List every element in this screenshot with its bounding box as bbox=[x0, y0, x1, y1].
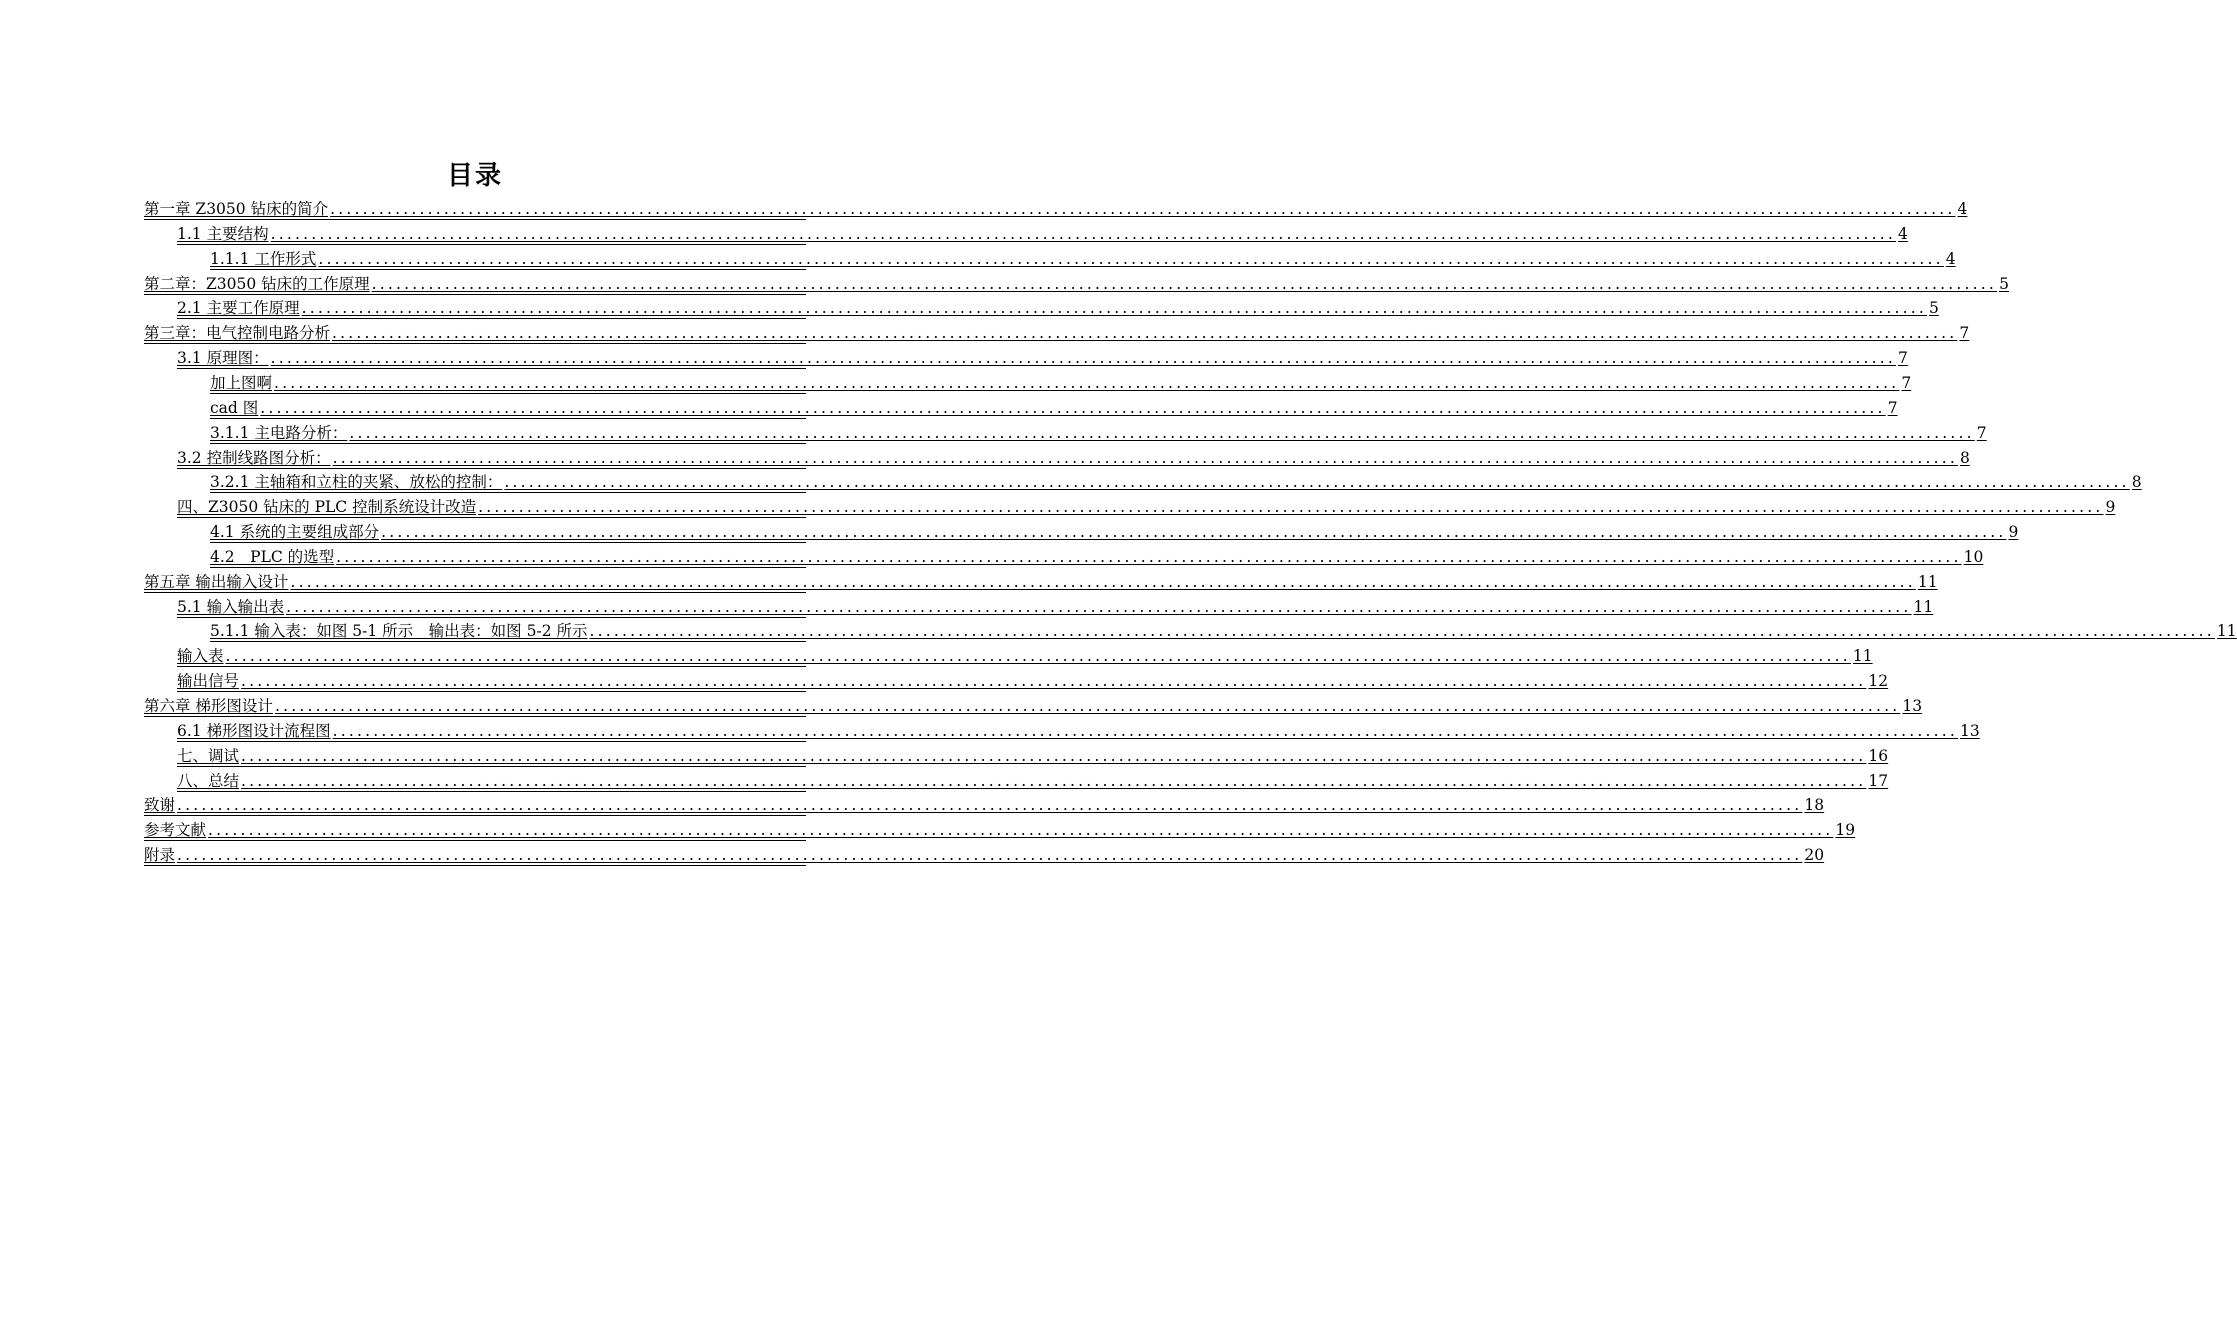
toc-entry[interactable] bbox=[210, 545, 1984, 568]
toc-leader-dots: ........................................................................................................................................................................................................ bbox=[241, 672, 1867, 691]
toc-entry-page: 12 bbox=[1868, 672, 1889, 691]
toc-entry-page: 10 bbox=[1963, 547, 1984, 566]
toc-entry-page: 7 bbox=[1897, 349, 1908, 368]
toc-leader-dots: ........................................................................................................................................................................................................ bbox=[332, 448, 1958, 467]
toc-entry-text: 2.1 主要工作原理 bbox=[177, 299, 300, 318]
toc-entry-text: 1.1 主要结构 bbox=[177, 224, 269, 243]
toc-entry-page: 7 bbox=[1959, 324, 1970, 343]
toc-entry-text: cad 图 bbox=[210, 398, 259, 417]
toc-entry-page: 11 bbox=[1852, 647, 1873, 666]
toc-entry[interactable] bbox=[144, 197, 1968, 220]
toc-entry-page: 13 bbox=[1959, 721, 1980, 740]
toc-entry-page: 7 bbox=[1901, 373, 1912, 392]
toc-entry-text: 第一章 Z3050 钻床的简介 bbox=[144, 200, 329, 218]
toc-entry-page: 8 bbox=[1959, 448, 1970, 467]
toc-entry[interactable] bbox=[177, 222, 1908, 245]
toc-leader-dots: ........................................................................................................................................................................................................ bbox=[270, 349, 1896, 368]
toc-entry[interactable] bbox=[144, 570, 1938, 593]
toc-entry[interactable] bbox=[177, 769, 1889, 792]
toc-entry[interactable] bbox=[144, 818, 1856, 841]
toc-entry[interactable] bbox=[210, 421, 1987, 444]
toc-leader-dots: ........................................................................................................................................................................................................ bbox=[504, 473, 2130, 492]
toc-entry-text: 第二章：Z3050 钻床的工作原理 bbox=[144, 274, 370, 293]
toc-leader-dots: ........................................................................................................................................................................................................ bbox=[274, 373, 1900, 392]
toc-entry-text: 4.2 PLC 的选型 bbox=[210, 547, 335, 566]
toc-entry-text: 3.2.1 主轴箱和立柱的夹紧、放松的控制： bbox=[210, 473, 503, 492]
toc-entry[interactable] bbox=[210, 470, 2142, 493]
toc-entry-text: 八、总结 bbox=[177, 771, 240, 790]
toc-entry[interactable] bbox=[210, 247, 1956, 270]
toc-leader-dots: ........................................................................................................................................................................................................ bbox=[260, 398, 1886, 417]
toc-entry[interactable] bbox=[177, 669, 1889, 692]
toc-entry-text: 输出信号 bbox=[177, 672, 240, 691]
toc-leader-dots: ........................................................................................................................................................................................................ bbox=[478, 498, 2104, 517]
toc-entry-text: 致谢 bbox=[144, 796, 176, 815]
toc-entry-page: 5 bbox=[1928, 299, 1939, 318]
toc-entry-text: 6.1 梯形图设计流程图 bbox=[177, 721, 331, 740]
toc-entry-text: 5.1 输入输出表 bbox=[177, 597, 285, 616]
toc-entry[interactable] bbox=[144, 843, 1825, 866]
toc-entry[interactable] bbox=[210, 520, 2019, 543]
toc-entry[interactable] bbox=[144, 321, 1970, 344]
toc-entry-page: 8 bbox=[2131, 473, 2142, 492]
toc-leader-dots: ........................................................................................................................................................................................................ bbox=[349, 423, 1975, 442]
toc-leader-dots: ........................................................................................................................................................................................................ bbox=[274, 697, 1901, 715]
toc-leader-dots: ........................................................................................................................................................................................................ bbox=[177, 796, 1803, 815]
toc-entry[interactable] bbox=[177, 644, 1873, 667]
toc-entry[interactable] bbox=[177, 446, 1970, 469]
toc-entry[interactable] bbox=[177, 595, 1934, 618]
toc-leader-dots: ........................................................................................................................................................................................................ bbox=[301, 299, 1927, 318]
toc-leader-dots: ........................................................................................................................................................................................................ bbox=[330, 200, 1956, 218]
toc-entry-page: 16 bbox=[1868, 746, 1889, 765]
toc-entry-page: 20 bbox=[1804, 846, 1825, 865]
toc-entry-page: 13 bbox=[1902, 697, 1923, 715]
toc-leader-dots: ........................................................................................................................................................................................................ bbox=[336, 547, 1962, 566]
toc-leader-dots: ........................................................................................................................................................................................................ bbox=[332, 324, 1958, 343]
toc-leader-dots: ........................................................................................................................................................................................................ bbox=[318, 249, 1944, 268]
toc-entry-text: 3.1.1 主电路分析： bbox=[210, 423, 348, 442]
toc-entry-page: 11 bbox=[1917, 572, 1938, 591]
toc-entry-page: 4 bbox=[1897, 224, 1908, 243]
toc-entry-text: 1.1.1 工作形式 bbox=[210, 249, 317, 268]
toc-entry-page: 4 bbox=[1945, 249, 1956, 268]
toc-entry-page: 5 bbox=[1999, 274, 2009, 293]
toc-entry-page: 11 bbox=[1913, 597, 1934, 616]
toc-entry-page: 17 bbox=[1868, 771, 1889, 790]
toc-entry-text: 参考文献 bbox=[144, 821, 207, 840]
toc-entry-text: 第五章 输出输入设计 bbox=[144, 572, 289, 591]
toc-leader-dots: ........................................................................................................................................................................................................ bbox=[589, 622, 2215, 641]
toc-entry-text: 四、Z3050 钻床的 PLC 控制系统设计改造 bbox=[177, 498, 477, 517]
toc-entry-text: 输入表 bbox=[177, 647, 224, 666]
toc-entry[interactable] bbox=[144, 793, 1825, 816]
toc-entry[interactable] bbox=[177, 719, 1980, 742]
toc-entry-page: 7 bbox=[1887, 398, 1898, 417]
toc-entry-page: 18 bbox=[1804, 796, 1825, 815]
toc-entry-text: 第三章：电气控制电路分析 bbox=[144, 324, 331, 343]
toc-entry-page: 9 bbox=[2008, 523, 2019, 542]
toc-leader-dots: ........................................................................................................................................................................................................ bbox=[241, 771, 1867, 790]
toc-entry[interactable] bbox=[177, 296, 1939, 319]
toc-entry-text: 5.1.1 输入表：如图 5-1 所示 输出表：如图 5-2 所示 bbox=[210, 622, 588, 641]
toc-leader-dots: ........................................................................................................................................................................................................ bbox=[208, 821, 1834, 840]
toc-leader-dots: ........................................................................................................................................................................................................ bbox=[225, 647, 1851, 666]
toc-entry[interactable] bbox=[177, 744, 1889, 767]
toc-leader-dots: ........................................................................................................................................................................................................ bbox=[270, 224, 1896, 243]
toc-entry-page: 19 bbox=[1835, 821, 1856, 840]
toc-entry[interactable] bbox=[144, 272, 2009, 295]
toc-entry[interactable] bbox=[177, 495, 2116, 518]
toc-leader-dots: ........................................................................................................................................................................................................ bbox=[286, 597, 1912, 616]
toc-entry[interactable] bbox=[177, 346, 1908, 369]
toc-entry-text: 加上图啊 bbox=[210, 373, 273, 392]
toc-entry[interactable] bbox=[210, 619, 2237, 642]
toc-leader-dots: ........................................................................................................................................................................................................ bbox=[241, 746, 1867, 765]
toc-entry-text: 七、调试 bbox=[177, 746, 240, 765]
toc-entry-page: 7 bbox=[1976, 423, 1987, 442]
toc-entry[interactable] bbox=[210, 396, 1898, 419]
toc-entry-text: 3.1 原理图： bbox=[177, 349, 269, 368]
toc-leader-dots: ........................................................................................................................................................................................................ bbox=[332, 721, 1958, 740]
toc-leader-dots: ........................................................................................................................................................................................................ bbox=[177, 846, 1803, 865]
toc-entry-text: 3.2 控制线路图分析： bbox=[177, 448, 331, 467]
toc-entry[interactable] bbox=[144, 694, 1923, 717]
toc-entry-text: 附录 bbox=[144, 846, 176, 865]
toc-entry-page: 4 bbox=[1957, 200, 1968, 218]
toc-leader-dots: ........................................................................................................................................................................................................ bbox=[381, 523, 2007, 542]
toc-entry[interactable] bbox=[210, 371, 1912, 394]
toc-entry-text: 第六章 梯形图设计 bbox=[144, 697, 273, 715]
toc-title: 目录 bbox=[446, 161, 503, 191]
toc-leader-dots: ........................................................................................................................................................................................................ bbox=[290, 572, 1916, 591]
toc-entry-text: 4.1 系统的主要组成部分 bbox=[210, 523, 380, 542]
toc-leader-dots: ........................................................................................................................................................................................................ bbox=[371, 274, 1998, 293]
toc-entry-page: 11 bbox=[2216, 622, 2237, 641]
toc-entry-page: 9 bbox=[2105, 498, 2116, 517]
